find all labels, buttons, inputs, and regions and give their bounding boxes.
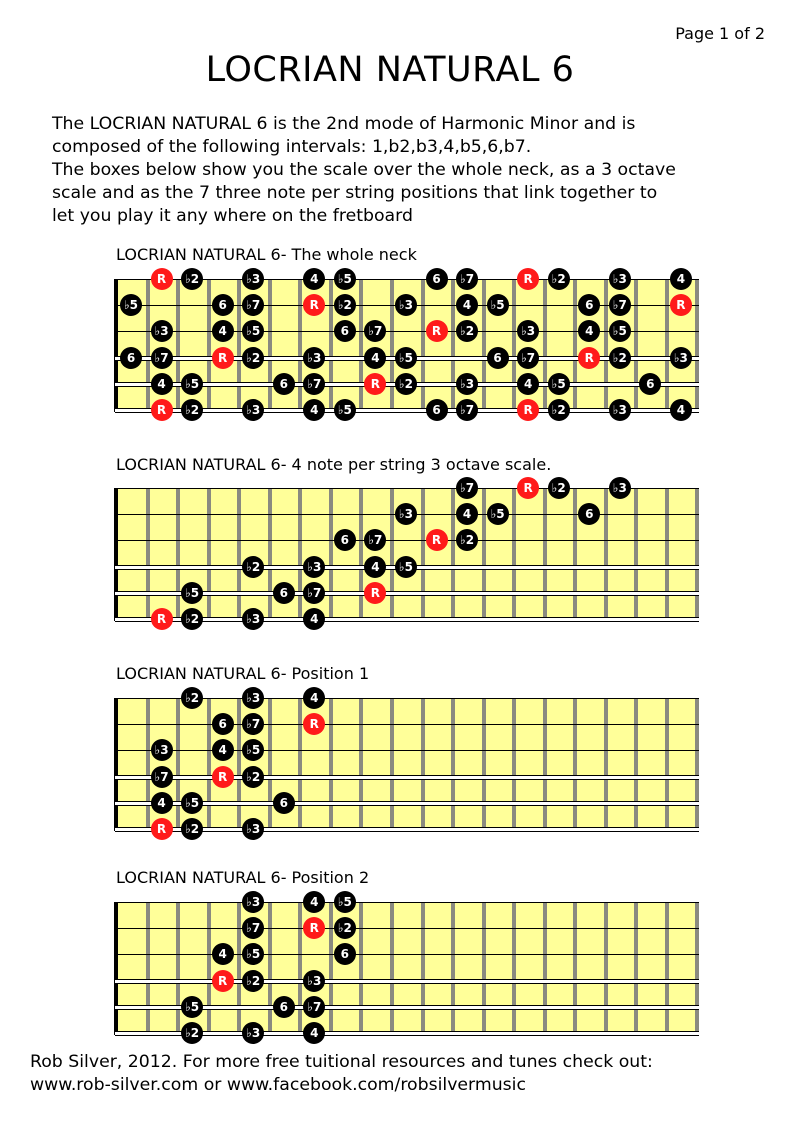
interval-note-marker: ♭2 [242, 556, 264, 578]
interval-note-marker: ♭7 [456, 399, 478, 421]
root-note-marker: R [670, 294, 692, 316]
fret-wire [421, 488, 425, 619]
interval-note-marker: 4 [212, 320, 234, 342]
fret-wire [176, 902, 180, 1033]
root-note-marker: R [212, 347, 234, 369]
interval-note-marker: ♭5 [181, 792, 203, 814]
fret-wire [573, 279, 577, 410]
fret-wire [634, 488, 638, 619]
interval-note-marker: ♭2 [548, 477, 570, 499]
fretboard-whole-neck [117, 272, 697, 417]
fret-wire [604, 698, 608, 829]
page-title: LOCRIAN NATURAL 6 [205, 50, 575, 90]
interval-note-marker: ♭3 [609, 399, 631, 421]
fret-wire [390, 902, 394, 1033]
interval-note-marker: 4 [303, 399, 325, 421]
interval-note-marker: ♭3 [151, 320, 173, 342]
fret-wire [329, 902, 333, 1033]
root-note-marker: R [517, 399, 539, 421]
fret-wire [604, 279, 608, 410]
interval-note-marker: 4 [303, 268, 325, 290]
interval-note-marker: 6 [334, 320, 356, 342]
interval-note-marker: 6 [212, 713, 234, 735]
root-note-marker: R [364, 373, 386, 395]
fret-wire [421, 698, 425, 829]
guitar-string [115, 540, 699, 541]
fret-wire [390, 279, 394, 410]
fret-wire [482, 279, 486, 410]
fret-wire [665, 698, 669, 829]
interval-note-marker: ♭2 [456, 529, 478, 551]
interval-note-marker: ♭5 [334, 399, 356, 421]
intro-line: The boxes below show you the scale over the whole neck, as a 3 octave [52, 160, 676, 180]
interval-note-marker: ♭5 [120, 294, 142, 316]
fret-wire [482, 698, 486, 829]
interval-note-marker: ♭7 [609, 294, 631, 316]
nut [114, 698, 118, 831]
fret-wire [451, 698, 455, 829]
interval-note-marker: ♭3 [609, 268, 631, 290]
interval-note-marker: 6 [639, 373, 661, 395]
fret-wire [634, 279, 638, 410]
fret-wire [359, 488, 363, 619]
interval-note-marker: ♭2 [181, 818, 203, 840]
guitar-string [115, 750, 699, 751]
interval-note-marker: 4 [151, 792, 173, 814]
interval-note-marker: ♭7 [456, 268, 478, 290]
fret-wire [329, 279, 333, 410]
interval-note-marker: ♭7 [242, 713, 264, 735]
interval-note-marker: ♭5 [334, 268, 356, 290]
fret-wire [176, 488, 180, 619]
interval-note-marker: ♭5 [181, 996, 203, 1018]
interval-note-marker: ♭5 [395, 347, 417, 369]
interval-note-marker: ♭2 [181, 608, 203, 630]
fretboard-position-1 [117, 691, 697, 836]
interval-note-marker: 6 [487, 347, 509, 369]
interval-note-marker: 6 [426, 268, 448, 290]
guitar-string [115, 954, 699, 955]
fret-wire [359, 279, 363, 410]
fret-wire [329, 488, 333, 619]
fret-wire [237, 279, 241, 410]
fret-wire [451, 902, 455, 1033]
interval-note-marker: 4 [303, 687, 325, 709]
interval-note-marker: ♭3 [303, 347, 325, 369]
fret-wire [298, 488, 302, 619]
interval-note-marker: ♭3 [242, 1022, 264, 1044]
root-note-marker: R [151, 608, 173, 630]
intro-paragraph [52, 113, 676, 228]
guitar-string [115, 902, 699, 903]
interval-note-marker: ♭3 [303, 556, 325, 578]
interval-note-marker: 6 [578, 503, 600, 525]
intro-line: let you play it any where on the fretboard [52, 206, 413, 226]
interval-note-marker: ♭5 [181, 582, 203, 604]
interval-note-marker: ♭3 [609, 477, 631, 499]
interval-note-marker: ♭5 [242, 739, 264, 761]
fret-wire [482, 488, 486, 619]
interval-note-marker: ♭2 [456, 320, 478, 342]
interval-note-marker: 4 [517, 373, 539, 395]
interval-note-marker: ♭2 [334, 917, 356, 939]
fret-wire [695, 698, 699, 829]
interval-note-marker: ♭5 [242, 320, 264, 342]
diagram-title-whole-neck: LOCRIAN NATURAL 6- The whole neck [116, 245, 417, 264]
fret-wire [359, 902, 363, 1033]
interval-note-marker: 4 [670, 399, 692, 421]
interval-note-marker: ♭2 [242, 766, 264, 788]
interval-note-marker: ♭5 [487, 503, 509, 525]
interval-note-marker: ♭2 [242, 347, 264, 369]
fret-wire [604, 488, 608, 619]
fret-wire [512, 279, 516, 410]
fret-wire [512, 488, 516, 619]
fret-wire [359, 698, 363, 829]
root-note-marker: R [151, 268, 173, 290]
interval-note-marker: ♭2 [548, 268, 570, 290]
diagram-title-position-1: LOCRIAN NATURAL 6- Position 1 [116, 664, 370, 683]
fret-wire [237, 488, 241, 619]
interval-note-marker: ♭5 [334, 891, 356, 913]
interval-note-marker: 4 [364, 347, 386, 369]
interval-note-marker: ♭3 [456, 373, 478, 395]
fret-wire [390, 698, 394, 829]
fret-wire [543, 488, 547, 619]
root-note-marker: R [151, 399, 173, 421]
root-note-marker: R [364, 582, 386, 604]
fret-wire [207, 698, 211, 829]
fret-wire [237, 698, 241, 829]
fret-wire [451, 488, 455, 619]
interval-note-marker: ♭2 [395, 373, 417, 395]
footer-credit: Rob Silver, 2012. For more free tuitional resources and tunes check out: [30, 1052, 653, 1072]
fret-wire [512, 698, 516, 829]
interval-note-marker: 6 [273, 373, 295, 395]
fret-wire [634, 698, 638, 829]
root-note-marker: R [212, 970, 234, 992]
fret-wire [421, 279, 425, 410]
interval-note-marker: ♭3 [670, 347, 692, 369]
interval-note-marker: ♭3 [151, 739, 173, 761]
interval-note-marker: ♭5 [487, 294, 509, 316]
interval-note-marker: 6 [334, 943, 356, 965]
interval-note-marker: ♭2 [548, 399, 570, 421]
interval-note-marker: ♭7 [242, 294, 264, 316]
root-note-marker: R [426, 320, 448, 342]
interval-note-marker: ♭7 [364, 529, 386, 551]
root-note-marker: R [303, 294, 325, 316]
fret-wire [237, 902, 241, 1033]
fret-wire [482, 902, 486, 1033]
interval-note-marker: 4 [212, 739, 234, 761]
fret-wire [146, 698, 150, 829]
interval-note-marker: ♭7 [242, 917, 264, 939]
fret-wire [268, 698, 272, 829]
interval-note-marker: 4 [670, 268, 692, 290]
fret-wire [543, 698, 547, 829]
fret-wire [573, 902, 577, 1033]
interval-note-marker: ♭5 [548, 373, 570, 395]
intro-line: The LOCRIAN NATURAL 6 is the 2nd mode of Harmonic Minor and is [52, 114, 636, 134]
guitar-string [115, 979, 699, 984]
fret-wire [665, 488, 669, 619]
root-note-marker: R [517, 477, 539, 499]
interval-note-marker: 4 [212, 943, 234, 965]
intro-line: scale and as the 7 three note per string positions that link together to [52, 183, 658, 203]
interval-note-marker: ♭2 [181, 268, 203, 290]
interval-note-marker: ♭5 [395, 556, 417, 578]
interval-note-marker: ♭2 [181, 687, 203, 709]
fret-wire [268, 279, 272, 410]
fret-wire [634, 902, 638, 1033]
interval-note-marker: ♭2 [609, 347, 631, 369]
guitar-string [115, 775, 699, 780]
interval-note-marker: 4 [364, 556, 386, 578]
interval-note-marker: ♭3 [242, 687, 264, 709]
root-note-marker: R [212, 766, 234, 788]
fret-wire [451, 279, 455, 410]
nut [114, 902, 118, 1035]
fret-wire [146, 488, 150, 619]
fret-wire [695, 488, 699, 619]
fret-wire [207, 902, 211, 1033]
root-note-marker: R [151, 818, 173, 840]
fret-wire [665, 279, 669, 410]
interval-note-marker: 6 [334, 529, 356, 551]
interval-note-marker: 6 [273, 792, 295, 814]
interval-note-marker: ♭3 [242, 608, 264, 630]
root-note-marker: R [517, 268, 539, 290]
interval-note-marker: ♭5 [181, 373, 203, 395]
guitar-string [115, 724, 699, 725]
nut [114, 279, 118, 412]
fret-wire [298, 698, 302, 829]
page-number: Page 1 of 2 [675, 24, 765, 43]
fret-wire [695, 279, 699, 410]
root-note-marker: R [426, 529, 448, 551]
fretboard-3-octave [117, 481, 697, 626]
fret-wire [390, 488, 394, 619]
fret-wire [604, 902, 608, 1033]
footer-links: www.rob-silver.com or www.facebook.com/robsilvermusic [30, 1075, 526, 1095]
diagram-title-position-2: LOCRIAN NATURAL 6- Position 2 [116, 868, 370, 887]
interval-note-marker: ♭5 [242, 943, 264, 965]
root-note-marker: R [303, 917, 325, 939]
interval-note-marker: ♭7 [364, 320, 386, 342]
interval-note-marker: ♭7 [456, 477, 478, 499]
interval-note-marker: ♭3 [303, 970, 325, 992]
interval-note-marker: 4 [151, 373, 173, 395]
interval-note-marker: ♭3 [395, 294, 417, 316]
interval-note-marker: ♭7 [151, 766, 173, 788]
interval-note-marker: ♭7 [303, 373, 325, 395]
fret-wire [573, 698, 577, 829]
interval-note-marker: ♭5 [609, 320, 631, 342]
interval-note-marker: ♭2 [181, 399, 203, 421]
fret-wire [176, 698, 180, 829]
fret-wire [146, 902, 150, 1033]
fretboard-position-2 [117, 895, 697, 1040]
intro-line: composed of the following intervals: 1,b2,b3,4,b5,6,b7. [52, 137, 532, 157]
interval-note-marker: ♭7 [303, 582, 325, 604]
interval-note-marker: 6 [578, 294, 600, 316]
interval-note-marker: 6 [212, 294, 234, 316]
interval-note-marker: 6 [273, 996, 295, 1018]
interval-note-marker: ♭3 [395, 503, 417, 525]
root-note-marker: R [303, 713, 325, 735]
interval-note-marker: 6 [120, 347, 142, 369]
interval-note-marker: 6 [273, 582, 295, 604]
fret-wire [695, 902, 699, 1033]
fret-wire [207, 488, 211, 619]
fret-wire [176, 279, 180, 410]
fret-wire [665, 902, 669, 1033]
root-note-marker: R [578, 347, 600, 369]
fret-wire [543, 902, 547, 1033]
fret-wire [268, 488, 272, 619]
nut [114, 488, 118, 621]
interval-note-marker: 4 [456, 294, 478, 316]
interval-note-marker: ♭3 [242, 891, 264, 913]
guitar-string [115, 928, 699, 929]
interval-note-marker: ♭3 [517, 320, 539, 342]
interval-note-marker: 4 [456, 503, 478, 525]
interval-note-marker: ♭7 [303, 996, 325, 1018]
fret-wire [573, 488, 577, 619]
interval-note-marker: ♭3 [242, 268, 264, 290]
interval-note-marker: 4 [303, 891, 325, 913]
interval-note-marker: ♭2 [242, 970, 264, 992]
interval-note-marker: ♭3 [242, 399, 264, 421]
fret-wire [421, 902, 425, 1033]
interval-note-marker: ♭7 [151, 347, 173, 369]
interval-note-marker: 6 [426, 399, 448, 421]
fret-wire [207, 279, 211, 410]
fret-wire [298, 902, 302, 1033]
fret-wire [543, 279, 547, 410]
fret-wire [268, 902, 272, 1033]
interval-note-marker: 4 [303, 1022, 325, 1044]
interval-note-marker: ♭2 [334, 294, 356, 316]
interval-note-marker: ♭2 [181, 1022, 203, 1044]
fret-wire [512, 902, 516, 1033]
interval-note-marker: 4 [303, 608, 325, 630]
fret-wire [298, 279, 302, 410]
interval-note-marker: ♭7 [517, 347, 539, 369]
diagram-title-3-octave: LOCRIAN NATURAL 6- 4 note per string 3 octave scale. [116, 455, 552, 474]
interval-note-marker: 4 [578, 320, 600, 342]
fret-wire [329, 698, 333, 829]
fret-wire [146, 279, 150, 410]
interval-note-marker: ♭3 [242, 818, 264, 840]
